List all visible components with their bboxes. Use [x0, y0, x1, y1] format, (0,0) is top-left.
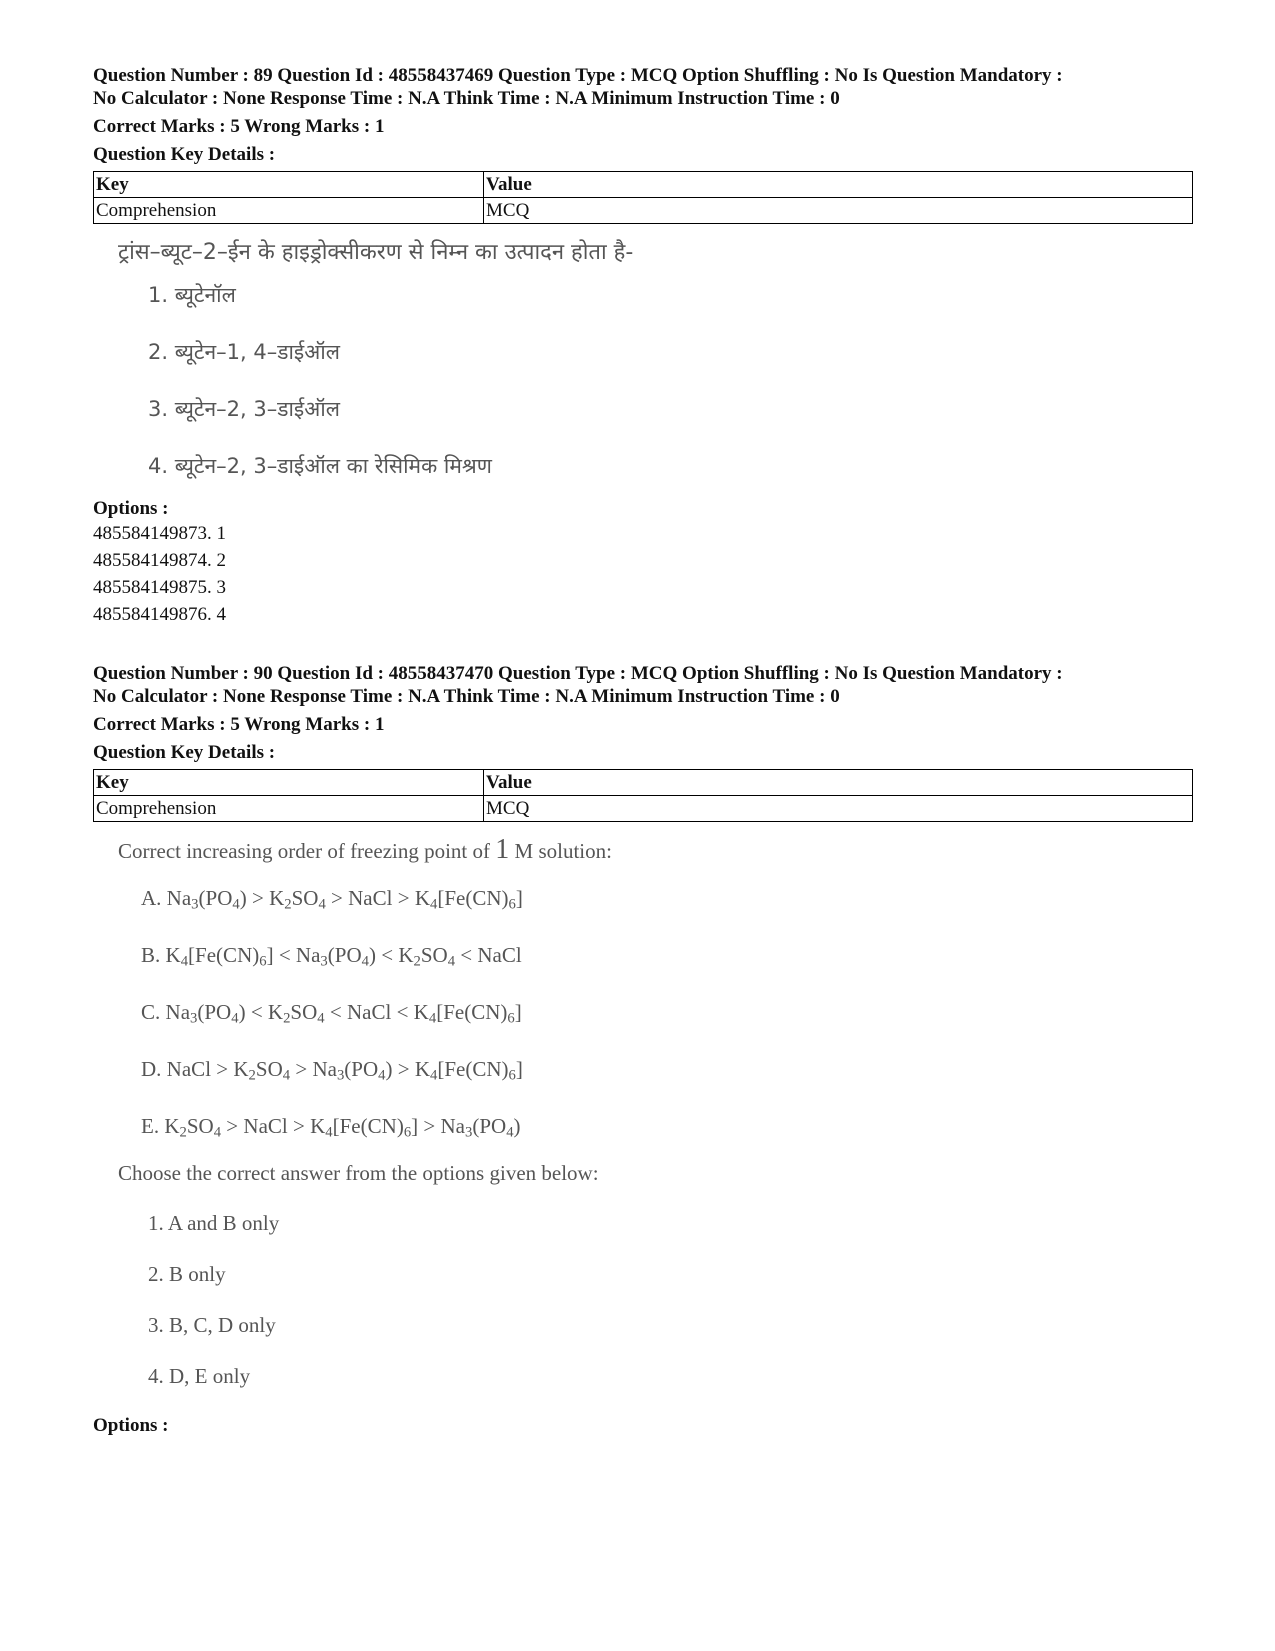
key-table-header-row — [94, 770, 1193, 796]
statement-letter: D. — [141, 1057, 162, 1081]
choose-instruction: Choose the correct answer from the options given below: — [118, 1161, 599, 1185]
statement-text: $K_4[Fe(CN)_6] < Na_3(PO_4) < K_2SO_4$ < NaCl — [165, 943, 522, 970]
statement-c — [118, 997, 1193, 1027]
question-paper-page — [93, 64, 1193, 1437]
question-marks: Correct Marks : 5 Wrong Marks : 1 — [93, 116, 385, 137]
key-table-cell-value: MCQ — [484, 198, 1193, 224]
option-id-2: 485584149874. 2 — [93, 550, 226, 571]
statement-letter: B. — [141, 943, 161, 967]
question-meta-line2: No Calculator : None Response Time : N.A Think Time : N.A Minimum Instruction Time : 0 — [93, 686, 840, 707]
key-table-header-key: Key — [94, 770, 484, 796]
statement-letter: A. — [141, 886, 162, 910]
key-table-header-value: Value — [484, 172, 1193, 198]
statement-letter: C. — [141, 1000, 161, 1024]
key-table-header-row — [94, 172, 1193, 198]
option-id-3: 485584149875. 3 — [93, 577, 226, 598]
answer-choice-3: 3. B, C, D only — [148, 1313, 276, 1337]
key-details-table — [93, 769, 1193, 822]
key-table-cell-key: Comprehension — [94, 796, 484, 822]
key-table-row — [94, 198, 1193, 224]
question-marks: Correct Marks : 5 Wrong Marks : 1 — [93, 714, 385, 735]
option-id-1: 485584149873. 1 — [93, 523, 226, 544]
question-90 — [93, 662, 1193, 1437]
key-details-title: Question Key Details : — [93, 144, 276, 165]
options-title: Options : — [93, 1415, 169, 1436]
key-details-title: Question Key Details : — [93, 742, 276, 763]
answer-choice-1: 1. ब्यूटेनॉल — [148, 283, 236, 307]
key-table-row — [94, 796, 1193, 822]
statement-b — [118, 940, 1193, 970]
key-table-header-key: Key — [94, 172, 484, 198]
stem-suffix: M solution: — [514, 839, 612, 863]
question-meta-line1: Question Number : 90 Question Id : 48558437470 Question Type : MCQ Option Shuffling : No Is Question Mandatory : — [93, 663, 1063, 684]
statement-text: $K_2SO_4$ > NaCl > $K_4[Fe(CN)_6] > Na_3(PO_4)$ — [164, 1114, 521, 1141]
answer-choice-1: 1. A and B only — [148, 1211, 280, 1235]
question-meta-line1: Question Number : 89 Question Id : 48558437469 Question Type : MCQ Option Shuffling : No Is Question Mandatory : — [93, 65, 1063, 86]
statement-e — [118, 1111, 1193, 1141]
answer-choice-2: 2. ब्यूटेन–1, 4–डाईऑल — [148, 340, 340, 364]
question-89 — [93, 64, 1193, 628]
stem-concentration: 1 — [495, 834, 510, 865]
statement-d — [118, 1054, 1193, 1084]
statement-letter: E. — [141, 1114, 160, 1138]
question-stem: ट्रांस–ब्यूट–2–ईन के हाइड्रोक्सीकरण से निम्न का उत्पादन होता है- — [118, 240, 634, 265]
answer-choice-3: 3. ब्यूटेन–2, 3–डाईऑल — [148, 397, 340, 421]
question-meta-line2: No Calculator : None Response Time : N.A Think Time : N.A Minimum Instruction Time : 0 — [93, 88, 840, 109]
statement-a — [118, 883, 1193, 913]
key-details-table — [93, 171, 1193, 224]
answer-choice-2: 2. B only — [148, 1262, 226, 1286]
statement-text: $Na_3(PO_4) > K_2SO_4$ > NaCl > $K_4[Fe(CN)_6]$ — [166, 886, 523, 913]
key-table-cell-key: Comprehension — [94, 198, 484, 224]
question-image-content — [93, 238, 1193, 481]
stem-prefix: Correct increasing order of freezing point of — [118, 839, 491, 863]
options-title: Options : — [93, 498, 169, 519]
option-id-4: 485584149876. 4 — [93, 604, 226, 625]
statement-text: NaCl > $K_2SO_4 > Na_3(PO_4) > K_4[Fe(CN)_6]$ — [166, 1057, 523, 1084]
key-table-header-value: Value — [484, 770, 1193, 796]
question-stem — [118, 836, 1193, 865]
statement-text: $Na_3(PO_4) < K_2SO_4$ < NaCl < $K_4[Fe(CN)_6]$ — [165, 1000, 522, 1027]
answer-choice-4: 4. D, E only — [148, 1364, 251, 1388]
question-image-content — [93, 836, 1193, 1390]
key-table-cell-value: MCQ — [484, 796, 1193, 822]
answer-choice-4: 4. ब्यूटेन–2, 3–डाईऑल का रेसिमिक मिश्रण — [148, 454, 492, 478]
